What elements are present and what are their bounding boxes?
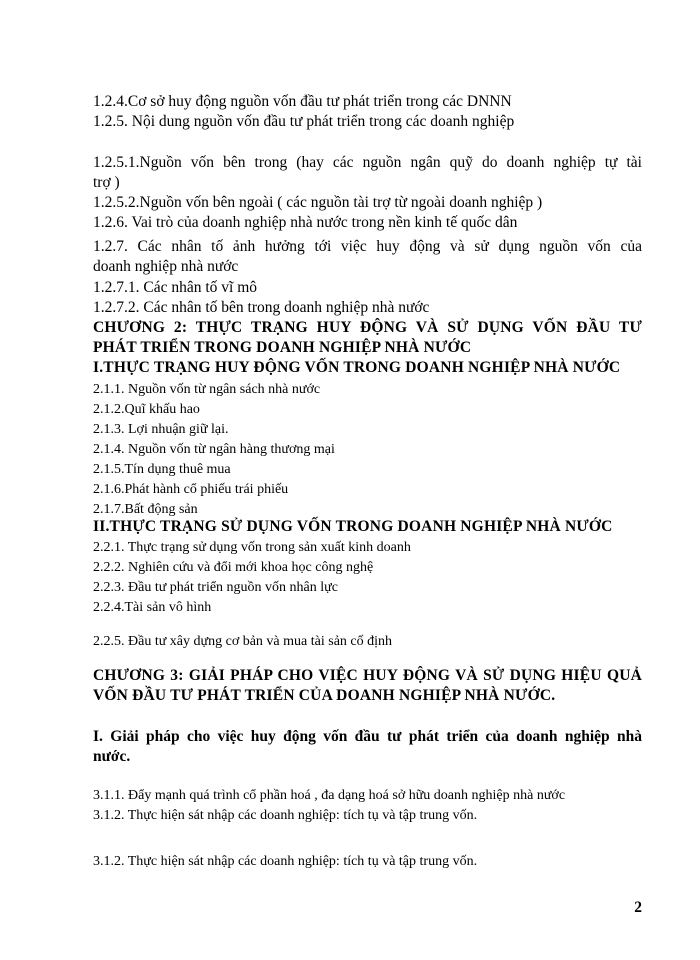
toc-line: 1.2.7. Các nhân tố ảnh hưởng tới việc huy động và sử dụng nguồn vốn của <box>93 238 642 255</box>
toc-line: 2.2.1. Thực trạng sử dụng vốn trong sản xuất kinh doanh <box>93 540 411 555</box>
page-number: 2 <box>634 899 642 916</box>
toc-line: 1.2.4.Cơ sở huy động nguồn vốn đầu tư phát triển trong các DNNN <box>93 93 512 110</box>
toc-line: 2.1.5.Tín dụng thuê mua <box>93 462 231 477</box>
toc-line: 2.1.1. Nguồn vốn từ ngân sách nhà nước <box>93 382 321 397</box>
toc-line: 2.1.3. Lợi nhuận giữ lại. <box>93 422 229 437</box>
toc-line: 1.2.7.2. Các nhân tố bên trong doanh nghiệp nhà nước <box>93 299 430 316</box>
section-heading: II.THỰC TRẠNG SỬ DỤNG VỐN TRONG DOANH NGHIỆP NHÀ NƯỚC <box>93 518 613 535</box>
toc-line: 2.2.5. Đầu tư xây dựng cơ bản và mua tài sản cố định <box>93 634 393 649</box>
toc-line: trợ ) <box>93 174 120 191</box>
toc-line: doanh nghiệp nhà nước <box>93 258 239 275</box>
section-heading: nước. <box>93 748 131 765</box>
toc-line: 3.1.1. Đẩy mạnh quá trình cổ phần hoá , đa dạng hoá sở hữu doanh nghiệp nhà nước <box>93 788 566 803</box>
toc-line: 2.1.7.Bất động sản <box>93 502 198 517</box>
toc-line: 2.2.3. Đầu tư phát triển nguồn vốn nhân lực <box>93 580 338 595</box>
toc-line: 2.1.6.Phát hành cổ phiếu trái phiếu <box>93 482 289 497</box>
toc-line: 2.1.2.Quĩ khấu hao <box>93 402 200 417</box>
toc-line: 3.1.2. Thực hiện sát nhập các doanh nghiệp: tích tụ và tập trung vốn. <box>93 808 478 823</box>
toc-line: 1.2.5. Nội dung nguồn vốn đầu tư phát triển trong các doanh nghiệp <box>93 113 515 130</box>
toc-line: 1.2.5.1.Nguồn vốn bên trong (hay các nguồn ngân quỹ do doanh nghiệp tự tài <box>93 154 642 171</box>
toc-line: 2.2.2. Nghiên cứu và đổi mới khoa học công nghệ <box>93 560 374 575</box>
section-heading: I. Giải pháp cho việc huy động vốn đầu tư phát triển của doanh nghiệp nhà <box>93 728 642 745</box>
chapter-heading: CHƯƠNG 3: GIẢI PHÁP CHO VIỆC HUY ĐỘNG VÀ SỬ DỤNG HIỆU QUẢ <box>93 667 642 684</box>
chapter-heading: CHƯƠNG 2: THỰC TRẠNG HUY ĐỘNG VÀ SỬ DỤNG VỐN ĐẦU TƯ <box>93 319 642 336</box>
chapter-heading: PHÁT TRIỂN TRONG DOANH NGHIỆP NHÀ NƯỚC <box>93 339 472 356</box>
toc-line: 3.1.2. Thực hiện sát nhập các doanh nghiệp: tích tụ và tập trung vốn. <box>93 854 478 869</box>
toc-line: 2.2.4.Tài sản vô hình <box>93 600 212 615</box>
toc-line: 1.2.7.1. Các nhân tố vĩ mô <box>93 279 258 296</box>
toc-line: 2.1.4. Nguồn vốn từ ngân hàng thương mại <box>93 442 335 457</box>
toc-line: 1.2.5.2.Nguồn vốn bên ngoài ( các nguồn tài trợ từ ngoài doanh nghiệp ) <box>93 194 543 211</box>
chapter-heading: VỐN ĐẦU TƯ PHÁT TRIỂN CỦA DOANH NGHIỆP NHÀ NƯỚC. <box>93 687 556 704</box>
section-heading: I.THỰC TRẠNG HUY ĐỘNG VỐN TRONG DOANH NGHIỆP NHÀ NƯỚC <box>93 359 621 376</box>
toc-line: 1.2.6. Vai trò của doanh nghiệp nhà nước trong nền kinh tế quốc dân <box>93 214 518 231</box>
